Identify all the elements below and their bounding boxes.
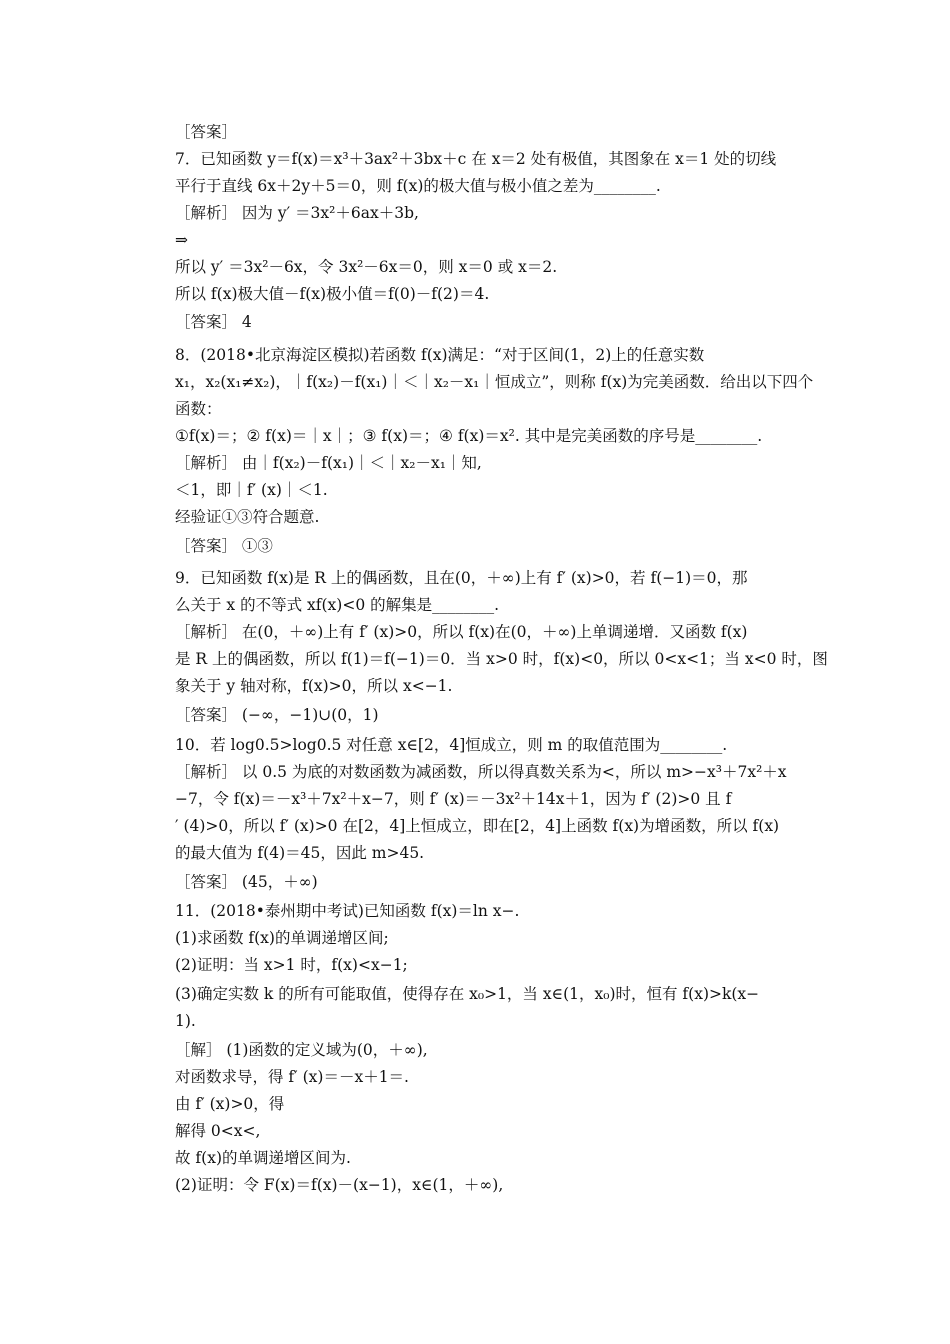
text-line: ［解］ (1)函数的定义域为(0，＋∞), xyxy=(175,1041,428,1059)
text-line: (2)证明：令 F(x)＝f(x)－(x−1)，x∈(1，＋∞), xyxy=(175,1176,504,1194)
text-line: ［答案］ 4 xyxy=(175,313,252,331)
text-line: 函数： xyxy=(175,400,222,418)
text-line: 10．若 log0.5>log0.5 对任意 x∈[2，4]恒成立，则 m 的取值范围为________. xyxy=(175,736,728,754)
text-line: 经验证①③符合题意. xyxy=(175,508,320,526)
text-line: x₁，x₂(x₁≠x₂)，｜f(x₂)－f(x₁)｜＜｜x₂－x₁｜恒成立”，则称 f(x)为完美函数．给出以下四个 xyxy=(175,373,814,391)
text-line: 象关于 y 轴对称，f(x)>0，所以 x<−1. xyxy=(175,677,453,695)
text-line: ［答案］ ①③ xyxy=(175,537,273,555)
text-line: ［解析］ 在(0，＋∞)上有 f′ (x)>0，所以 f(x)在(0，＋∞)上单调递增．又函数 f(x) xyxy=(175,623,748,641)
text-line: 的最大值为 f(4)＝45，因此 m>45. xyxy=(175,844,425,862)
text-line: −7，令 f(x)＝－x³＋7x²＋x−7，则 f′ (x)＝－3x²＋14x＋1，因为 f′ (2)>0 且 f xyxy=(175,790,732,808)
text-line: ＜1，即｜f′ (x)｜＜1. xyxy=(175,481,328,499)
text-line: 7．已知函数 y＝f(x)＝x³＋3ax²＋3bx＋c 在 x＝2 处有极值，其图象在 x＝1 处的切线 xyxy=(175,150,777,168)
text-line: ［解析］ 因为 y′ ＝3x²＋6ax＋3b, xyxy=(175,204,419,222)
text-line: 故 f(x)的单调递增区间为. xyxy=(175,1149,351,1167)
text-line: 8．(2018•北京海淀区模拟)若函数 f(x)满足：“对于区间(1，2)上的任意实数 xyxy=(175,346,705,364)
text-line: 由 f′ (x)>0，得 xyxy=(175,1095,285,1113)
text-line: 么关于 x 的不等式 xf(x)<0 的解集是________. xyxy=(175,596,500,614)
text-line: ′ (4)>0，所以 f′ (x)>0 在[2，4]上恒成立，即在[2，4]上函数 f(x)为增函数，所以 f(x) xyxy=(175,817,780,835)
text-line: 解得 0<x<, xyxy=(175,1122,261,1140)
text-line: 1). xyxy=(175,1012,196,1030)
text-line: (3)确定实数 k 的所有可能取值，使得存在 x₀>1，当 x∈(1，x₀)时，恒有 f(x)>k(x− xyxy=(175,985,760,1003)
text-line: ［答案］ (−∞，−1)∪(0，1) xyxy=(175,706,379,724)
text-line: ⇒ xyxy=(175,231,188,249)
text-line: ［解析］ 由｜f(x₂)－f(x₁)｜＜｜x₂－x₁｜知, xyxy=(175,454,482,472)
text-line: (1)求函数 f(x)的单调递增区间; xyxy=(175,929,389,947)
text-line: 9．已知函数 f(x)是 R 上的偶函数，且在(0，＋∞)上有 f′ (x)>0，若 f(−1)＝0，那 xyxy=(175,569,748,587)
text-line: ［答案］ xyxy=(175,123,238,141)
text-line: ①f(x)＝；② f(x)＝｜x｜；③ f(x)＝；④ f(x)＝x². 其中是完美函数的序号是________. xyxy=(175,427,763,445)
text-line: 对函数求导，得 f′ (x)＝－x＋1＝. xyxy=(175,1068,409,1086)
text-line: 是 R 上的偶函数，所以 f(1)＝f(−1)＝0．当 x>0 时，f(x)<0，所以 0<x<1；当 x<0 时，图 xyxy=(175,650,828,668)
text-line: 平行于直线 6x＋2y＋5＝0，则 f(x)的极大值与极小值之差为________. xyxy=(175,177,661,195)
text-line: 11．(2018•泰州期中考试)已知函数 f(x)＝ln x−. xyxy=(175,902,520,920)
text-line: ［答案］ (45，＋∞) xyxy=(175,873,318,891)
text-line: 所以 y′ ＝3x²－6x，令 3x²－6x＝0，则 x＝0 或 x＝2. xyxy=(175,258,558,276)
text-line: (2)证明：当 x>1 时，f(x)<x−1; xyxy=(175,956,408,974)
text-line: 所以 f(x)极大值－f(x)极小值＝f(0)－f(2)＝4. xyxy=(175,285,490,303)
text-line: ［解析］ 以 0.5 为底的对数函数为减函数，所以得真数关系为<，所以 m>−x³＋7x²＋x xyxy=(175,763,787,781)
